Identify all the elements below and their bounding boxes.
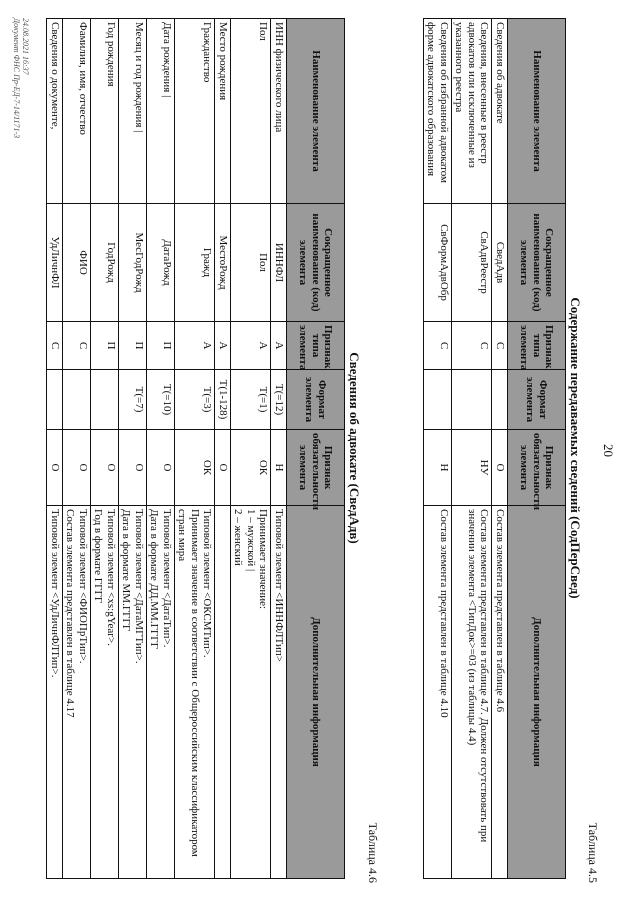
table-row [91,19,119,879]
col-header: Дополнительная информация [508,506,566,879]
cell: Принимает значение: 1 – мужской | 2 – женский [231,506,272,879]
cell: О [119,430,147,506]
cell: Пол [231,19,272,204]
cell: Сведения об избранной адвокатом форме адвокатского образования [424,19,452,204]
table-4-5 [423,18,566,879]
table-row [63,19,91,879]
cell: СвФормАдвОбр [424,204,452,322]
cell: Типовой элемент <ИННФЛТип> [271,506,287,879]
cell: Типовой элемент <xs:gYear>. Год в формате ГГГГ [91,506,119,879]
cell: Т(=1) [231,370,272,430]
cell: С [63,322,91,370]
cell [47,370,63,430]
table-row [147,19,175,879]
cell: Гражд [175,204,216,322]
cell: Типовой элемент <ДатаМГТип>. Дата в формате ММ.ГГГГ [119,506,147,879]
cell: Типовой элемент <ОКСМТип>. Принимает значение в соответствии с Общероссийским классификатором стран мира [175,506,216,879]
col-header: Признак типа элемента [287,322,345,370]
page-number: 20 [601,444,616,457]
cell [63,370,91,430]
cell [452,370,493,430]
cell: Т(1-128) [215,370,231,430]
cell: Гражданство [175,19,216,204]
cell: А [175,322,216,370]
cell: МестоРожд [215,204,231,322]
cell: СвАдвРеестр [452,204,493,322]
cell: С [492,322,508,370]
cell: А [215,322,231,370]
table-row [424,19,452,879]
cell: Н [271,430,287,506]
col-header: Признак обязательности элемента [508,430,566,506]
table-label-4-5: Таблица 4.5 [586,822,600,883]
col-header: Сокращенное наименование (код) элемента [287,204,345,322]
table-row [175,19,216,879]
col-header: Наименование элемента [508,19,566,204]
table-row [47,19,63,879]
cell [91,370,119,430]
cell: Фамилия, имя, отчество [63,19,91,204]
cell: Типовой элемент <ДатаТип>. Дата в формате ДД.ММ.ГГГГ [147,506,175,879]
cell: Т(=3) [175,370,216,430]
cell: Типовой элемент <ФИОПрТип>. Состав элемента представлен в таблице 4.17 [63,506,91,879]
cell: Пол [231,204,272,322]
cell: С [47,322,63,370]
scan-stamp-doc: Документ ФНС Пр-ЕД-7-14/1171-3 [12,18,21,139]
cell [492,370,508,430]
cell: Т(=12) [271,370,287,430]
cell: ДатаРожд [147,204,175,322]
cell: Сведения, внесенные в реестр адвокатов или исключенные из указанного реестра [452,19,493,204]
cell: Дата рождения | [147,19,175,204]
col-header: Формат элемента [508,370,566,430]
cell: П [91,322,119,370]
col-header: Сокращенное наименование (код) элемента [508,204,566,322]
cell: Состав элемента представлен в таблице 4.7. Должен отсутствовать при значении элемента <ТипДок>=03 (из таблицы 4.4) [452,506,493,879]
cell: П [147,322,175,370]
table-row [492,19,508,879]
cell: С [424,322,452,370]
cell: Сведения об адвокате [492,19,508,204]
cell: ОК [231,430,272,506]
cell: ИННФЛ [271,204,287,322]
cell: Место рождения [215,19,231,204]
col-header: Признак типа элемента [508,322,566,370]
cell [215,506,231,879]
table-row [119,19,147,879]
cell: Месяц и год рождения | [119,19,147,204]
table-header-row [508,19,566,879]
cell: НУ [452,430,493,506]
cell: Состав элемента представлен в таблице 4.10 [424,506,452,879]
cell [424,370,452,430]
cell: О [492,430,508,506]
table-row [271,19,287,879]
cell: С [452,322,493,370]
cell: А [271,322,287,370]
scan-stamp-date: 24.08.2021 16:37 [21,18,30,75]
table-label-4-6: Таблица 4.6 [366,822,380,883]
cell: Н [424,430,452,506]
table-title-4-6: Сведения об адвокате (СведАдв) [347,352,362,544]
table-title-4-5: Содержание передаваемых сведений (СодПерСвед) [568,297,583,599]
col-header: Признак обязательности элемента [287,430,345,506]
cell: ГодРожд [91,204,119,322]
cell: О [215,430,231,506]
cell: Год рождения [91,19,119,204]
table-row [231,19,272,879]
cell: О [47,430,63,506]
cell: МесГодРожд [119,204,147,322]
rotated-page [8,18,628,883]
table-header-row [287,19,345,879]
table-row [215,19,231,879]
cell: ИНН физического лица [271,19,287,204]
cell: Состав элемента представлен в таблице 4.6 [492,506,508,879]
cell: СведАдв [492,204,508,322]
cell: П [119,322,147,370]
cell: УдЛичнФЛ [47,204,63,322]
cell: А [231,322,272,370]
cell: Сведения о документе, [47,19,63,204]
cell: О [147,430,175,506]
cell: О [63,430,91,506]
table-row [452,19,493,879]
col-header: Формат элемента [287,370,345,430]
cell: О [91,430,119,506]
cell: Т(=10) [147,370,175,430]
scan-stamp [12,18,30,138]
col-header: Дополнительная информация [287,506,345,879]
cell: ОК [175,430,216,506]
col-header: Наименование элемента [287,19,345,204]
cell: Т(=7) [119,370,147,430]
table-4-6 [47,18,346,879]
cell: ФИО [63,204,91,322]
cell: Типовой элемент <УдЛичнФЛТип>. [47,506,63,879]
